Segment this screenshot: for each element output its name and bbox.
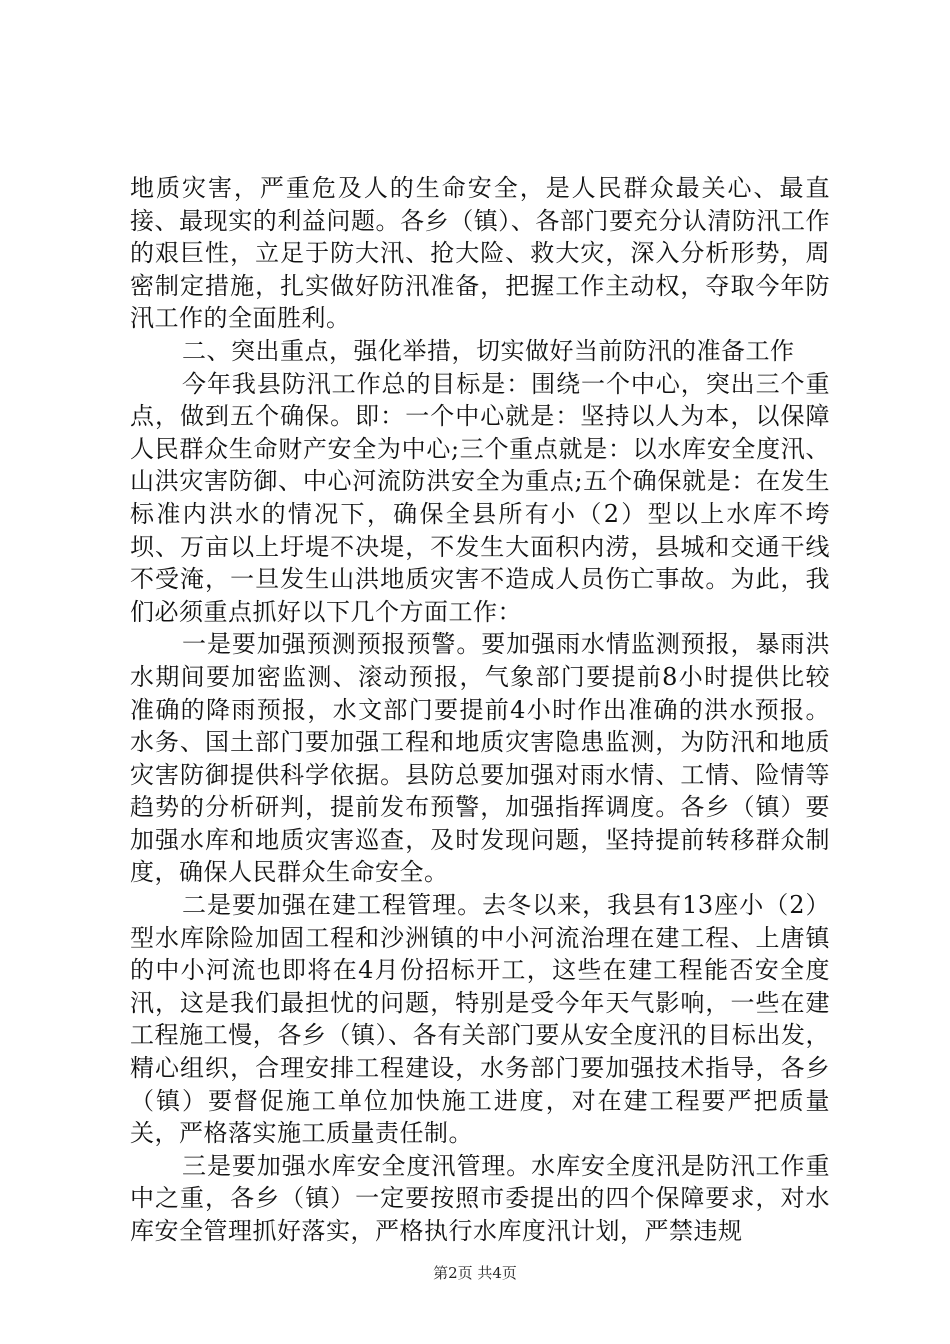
paragraph-construction: 二是要加强在建工程管理。去冬以来，我县有13座小（2）型水库除险加固工程和沙洲镇的中小河流治理在建工程、上唐镇的中小河流也即将在4月份招标开工，这些在建工程能否安全度汛，这是我们最担忧的问题，特别是受今年天气影响，一些在建工程施工慢，各乡（镇）、各有关部门要从安全度汛的目标出发，精心组织，合理安排工程建设，水务部门要加强技术指导，各乡（镇）要督促施工单位加快施工进度，对在建工程要严把质量关，严格落实施工质量责任制。 xyxy=(130,891,830,1148)
paragraph-forecast: 一是要加强预测预报预警。要加强雨水情监测预报，暴雨洪水期间要加密监测、滚动预报，气象部门要提前8小时提供比较准确的降雨预报，水文部门要提前4小时作出准确的洪水预报。水务、国土部门要加强工程和地质灾害隐患监测，为防汛和地质灾害防御提供科学依据。县防总要加强对雨水情、工情、险情等趋势的分析研判，提前发布预警，加强指挥调度。各乡（镇）要加强水库和地质灾害巡查，及时发现问题，坚持提前转移群众制度，确保人民群众生命安全。 xyxy=(130,630,830,887)
paragraph-continued: 地质灾害，严重危及人的生命安全，是人民群众最关心、最直接、最现实的利益问题。各乡（镇）、各部门要充分认清防汛工作的艰巨性，立足于防大汛、抢大险、救大灾，深入分析形势，周密制定措施，扎实做好防汛准备，把握工作主动权，夺取今年防汛工作的全面胜利。 xyxy=(130,174,830,333)
section-heading: 二、突出重点，强化举措，切实做好当前防汛的准备工作 xyxy=(182,336,795,365)
document-body xyxy=(130,172,830,1248)
paragraph-goals: 今年我县防汛工作总的目标是：围绕一个中心，突出三个重点，做到五个确保。即：一个中心就是：坚持以人为本，以保障人民群众生命财产安全为中心;三个重点就是：以水库安全度汛、山洪灾害防御、中心河流防洪安全为重点;五个确保就是：在发生标准内洪水的情况下，确保全县所有小（2）型以上水库不垮坝、万亩以上圩堤不决堤，不发生大面积内涝，县城和交通干线不受淹，一旦发生山洪地质灾害不造成人员伤亡事故。为此，我们必须重点抓好以下几个方面工作： xyxy=(130,369,830,626)
paragraph-reservoir: 三是要加强水库安全度汛管理。水库安全度汛是防汛工作重中之重，各乡（镇）一定要按照市委提出的四个保障要求，对水库安全管理抓好落实，严格执行水库度汛计划，严禁违规 xyxy=(130,1151,830,1245)
page-number: 第2页 共4页 xyxy=(433,1264,517,1282)
